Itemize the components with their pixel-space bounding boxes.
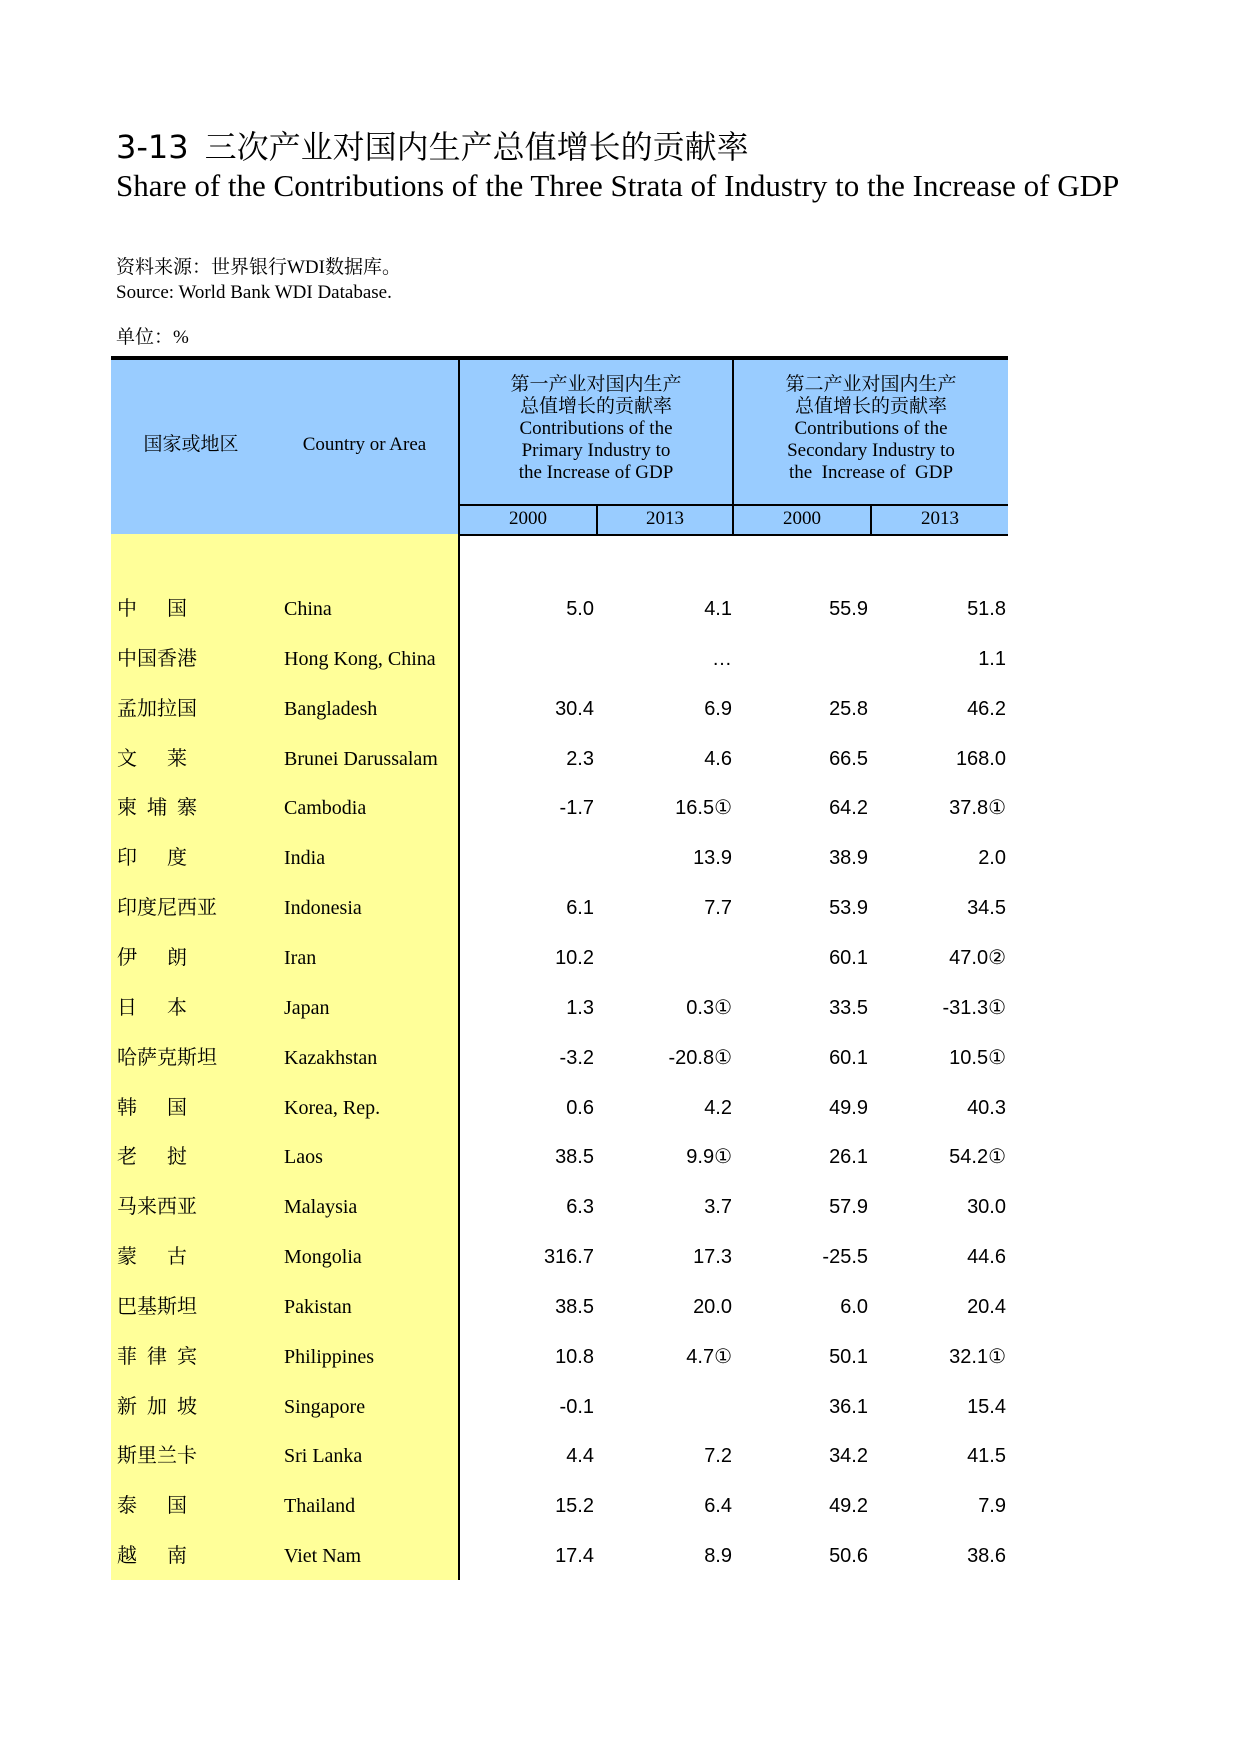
table-row xyxy=(111,1431,1008,1481)
primary-2000-value: -0.1 xyxy=(559,1395,594,1418)
primary-2000-value: 38.5 xyxy=(555,1295,594,1318)
country-name-en: Korea, Rep. xyxy=(284,1096,381,1119)
primary-2000-value: 15.2 xyxy=(555,1495,594,1518)
table-row xyxy=(111,783,1008,833)
page-title-cn xyxy=(116,122,749,168)
header-country-en: Country or Area xyxy=(302,434,427,455)
primary-2013-value: 17.3 xyxy=(693,1246,732,1269)
primary-2013-value: 6.9 xyxy=(704,697,732,720)
country-name-cn: 蒙 古 xyxy=(117,1246,187,1269)
primary-2013-value: 7.2 xyxy=(704,1445,732,1468)
secondary-2013-value: 34.5 xyxy=(967,897,1006,920)
table-row xyxy=(111,1382,1008,1432)
primary-2013-value: 8.9 xyxy=(704,1545,732,1568)
secondary-2013-value: 32.1① xyxy=(949,1345,1006,1368)
country-name-cn: 越 南 xyxy=(117,1545,187,1568)
secondary-2000-value: 64.2 xyxy=(829,797,868,820)
table-row xyxy=(111,1033,1008,1083)
header-primary-industry: 第一产业对国内生产 总值增长的贡献率 Contributions of the Primary Industry to the Increase of GDP xyxy=(510,374,682,483)
secondary-2013-value: 41.5 xyxy=(967,1445,1006,1468)
country-name-cn: 韩 国 xyxy=(117,1096,187,1119)
secondary-2013-value: 30.0 xyxy=(967,1196,1006,1219)
table-number: 3-13 xyxy=(116,128,189,166)
table-row xyxy=(111,634,1008,684)
country-name-cn: 日 本 xyxy=(117,996,187,1019)
secondary-2000-value: 33.5 xyxy=(829,996,868,1019)
secondary-2013-value: 51.8 xyxy=(967,598,1006,620)
table-row xyxy=(111,1481,1008,1531)
primary-2013-value: 0.3① xyxy=(686,996,732,1019)
header-bottom-rule xyxy=(458,534,1008,536)
country-name-en: Philippines xyxy=(284,1345,375,1368)
country-name-cn: 伊 朗 xyxy=(117,946,187,969)
secondary-2013-value: 47.0② xyxy=(949,946,1006,969)
header-year-primary-2000: 2000 xyxy=(509,508,547,529)
table-row xyxy=(111,1232,1008,1282)
secondary-2013-value: 54.2① xyxy=(949,1146,1006,1169)
country-name-en: Bangladesh xyxy=(284,697,378,720)
secondary-2000-value: 60.1 xyxy=(829,1046,868,1069)
primary-2000-value: 30.4 xyxy=(555,697,594,720)
country-name-cn: 中 国 xyxy=(117,598,187,620)
primary-2000-value: 10.8 xyxy=(555,1345,594,1368)
country-name-en: Hong Kong, China xyxy=(284,647,436,670)
secondary-2000-value: 50.1 xyxy=(829,1345,868,1368)
primary-2013-value: 9.9① xyxy=(686,1146,732,1169)
primary-2000-value: -3.2 xyxy=(559,1046,594,1069)
primary-2000-value: 17.4 xyxy=(555,1545,594,1568)
primary-2000-value: 4.4 xyxy=(566,1445,594,1468)
country-name-en: Iran xyxy=(284,946,317,969)
secondary-2000-value: 6.0 xyxy=(840,1295,868,1318)
primary-2013-value: 3.7 xyxy=(704,1196,732,1219)
country-name-en: Pakistan xyxy=(284,1295,352,1318)
table-row xyxy=(111,1132,1008,1182)
primary-2000-value: 2.3 xyxy=(566,747,594,770)
primary-2013-value: 6.4 xyxy=(704,1495,732,1518)
primary-2013-value: 4.1 xyxy=(704,598,732,620)
primary-2013-value: 4.2 xyxy=(704,1096,732,1119)
country-name-en: Malaysia xyxy=(284,1196,358,1219)
secondary-2000-value: 57.9 xyxy=(829,1196,868,1219)
year-header-top-rule xyxy=(458,504,1008,506)
country-name-cn: 菲 律 宾 xyxy=(117,1345,197,1368)
table-row xyxy=(111,1531,1008,1581)
table-row xyxy=(111,1282,1008,1332)
divider-primary-secondary xyxy=(732,360,734,534)
country-name-en: China xyxy=(284,598,332,620)
header-year-secondary-2000: 2000 xyxy=(783,508,821,529)
header-country-cn: 国家或地区 xyxy=(143,434,239,455)
table-top-rule xyxy=(111,356,1008,360)
secondary-2013-value: 44.6 xyxy=(967,1246,1006,1269)
primary-2013-value: 4.7① xyxy=(686,1345,732,1368)
country-name-cn: 老 挝 xyxy=(117,1146,187,1169)
unit-label: 单位：% xyxy=(116,327,189,348)
table-row xyxy=(111,883,1008,933)
country-name-en: Cambodia xyxy=(284,797,367,820)
secondary-2000-value: 34.2 xyxy=(829,1445,868,1468)
secondary-2013-value: 38.6 xyxy=(967,1545,1006,1568)
primary-2013-value: 7.7 xyxy=(704,897,732,920)
header-year-secondary-2013: 2013 xyxy=(921,508,959,529)
data-table xyxy=(111,356,1008,1580)
country-name-cn: 斯里兰卡 xyxy=(117,1445,197,1468)
secondary-2000-value: 49.9 xyxy=(829,1096,868,1119)
country-name-cn: 文 莱 xyxy=(117,747,187,770)
page-title-en: Share of the Contributions of the Three Strata of Industry to the Increase of GDP xyxy=(116,168,1120,203)
country-name-cn: 孟加拉国 xyxy=(117,697,197,720)
secondary-2000-value: 36.1 xyxy=(829,1395,868,1418)
secondary-2013-value: 168.0 xyxy=(955,747,1006,770)
primary-2000-value: 1.3 xyxy=(566,996,594,1019)
country-name-en: Viet Nam xyxy=(284,1545,362,1568)
table-row xyxy=(111,983,1008,1033)
country-name-en: Indonesia xyxy=(284,897,362,920)
primary-2013-value: 13.9 xyxy=(693,847,732,870)
country-name-cn: 中国香港 xyxy=(117,647,197,670)
country-name-cn: 巴基斯坦 xyxy=(117,1295,197,1318)
table-row xyxy=(111,1182,1008,1232)
primary-2013-value: … xyxy=(712,647,732,670)
secondary-2013-value: 10.5① xyxy=(949,1046,1006,1069)
primary-2000-value: 38.5 xyxy=(555,1146,594,1169)
secondary-2013-value: 37.8① xyxy=(949,797,1006,820)
country-name-en: Mongolia xyxy=(284,1246,362,1269)
primary-2000-value: 6.3 xyxy=(566,1196,594,1219)
table-row xyxy=(111,933,1008,983)
country-name-cn: 哈萨克斯坦 xyxy=(117,1046,217,1069)
primary-2013-value: -20.8① xyxy=(668,1046,732,1069)
secondary-2000-value: 49.2 xyxy=(829,1495,868,1518)
secondary-2000-value: 66.5 xyxy=(829,747,868,770)
secondary-2000-value: 25.8 xyxy=(829,697,868,720)
country-name-cn: 泰 国 xyxy=(117,1495,187,1518)
table-row xyxy=(111,1083,1008,1133)
country-name-cn: 马来西亚 xyxy=(117,1196,197,1219)
page-title-en-container xyxy=(116,168,1120,204)
country-name-en: Thailand xyxy=(284,1495,356,1518)
country-name-en: Kazakhstan xyxy=(284,1046,378,1069)
country-name-cn: 柬 埔 寨 xyxy=(117,797,197,820)
secondary-2013-value: 15.4 xyxy=(967,1395,1006,1418)
table-row xyxy=(111,584,1008,634)
table-row xyxy=(111,1332,1008,1382)
country-name-en: Singapore xyxy=(284,1395,366,1418)
primary-2013-value: 20.0 xyxy=(693,1295,732,1318)
secondary-2000-value: 53.9 xyxy=(829,897,868,920)
secondary-2000-value: 50.6 xyxy=(829,1545,868,1568)
secondary-2013-value: 1.1 xyxy=(978,647,1006,670)
secondary-2013-value: 2.0 xyxy=(978,847,1006,870)
secondary-2000-value: 26.1 xyxy=(829,1146,868,1169)
secondary-2013-value: 40.3 xyxy=(967,1096,1006,1119)
secondary-2000-value: 55.9 xyxy=(829,598,868,620)
primary-2000-value: 5.0 xyxy=(566,598,594,620)
divider-primary-years xyxy=(596,504,598,534)
primary-2000-value: 0.6 xyxy=(566,1096,594,1119)
country-name-cn: 印 度 xyxy=(117,847,187,870)
primary-2013-value: 16.5① xyxy=(675,797,732,820)
secondary-2013-value: 20.4 xyxy=(967,1295,1006,1318)
secondary-2000-value: -25.5 xyxy=(822,1246,868,1269)
primary-2000-value: 6.1 xyxy=(566,897,594,920)
primary-2013-value: 4.6 xyxy=(704,747,732,770)
table-row xyxy=(111,734,1008,784)
source-note-cn: 资料来源：世界银行WDI数据库。 xyxy=(116,257,401,278)
primary-2000-value: 10.2 xyxy=(555,946,594,969)
header-secondary-industry: 第二产业对国内生产 总值增长的贡献率 Contributions of the Secondary Industry to the Increase of GDP xyxy=(785,374,957,483)
country-name-en: Japan xyxy=(284,996,330,1019)
source-note-en: Source: World Bank WDI Database. xyxy=(116,282,392,303)
title-cn-text: 三次产业对国内生产总值增长的贡献率 xyxy=(204,129,749,165)
country-name-en: Laos xyxy=(284,1146,323,1169)
header-year-primary-2013: 2013 xyxy=(646,508,684,529)
primary-2000-value: 316.7 xyxy=(543,1246,594,1269)
secondary-2013-value: 7.9 xyxy=(978,1495,1006,1518)
table-row xyxy=(111,684,1008,734)
secondary-2000-value: 38.9 xyxy=(829,847,868,870)
country-name-cn: 新 加 坡 xyxy=(117,1395,197,1418)
country-name-en: Sri Lanka xyxy=(284,1445,363,1468)
secondary-2013-value: -31.3① xyxy=(942,996,1006,1019)
divider-secondary-years xyxy=(870,504,872,534)
country-name-en: Brunei Darussalam xyxy=(284,747,438,770)
secondary-2013-value: 46.2 xyxy=(967,697,1006,720)
secondary-2000-value: 60.1 xyxy=(829,946,868,969)
primary-2000-value: -1.7 xyxy=(559,797,594,820)
country-name-en: India xyxy=(284,847,326,870)
table-row xyxy=(111,833,1008,883)
country-name-cn: 印度尼西亚 xyxy=(117,897,217,920)
